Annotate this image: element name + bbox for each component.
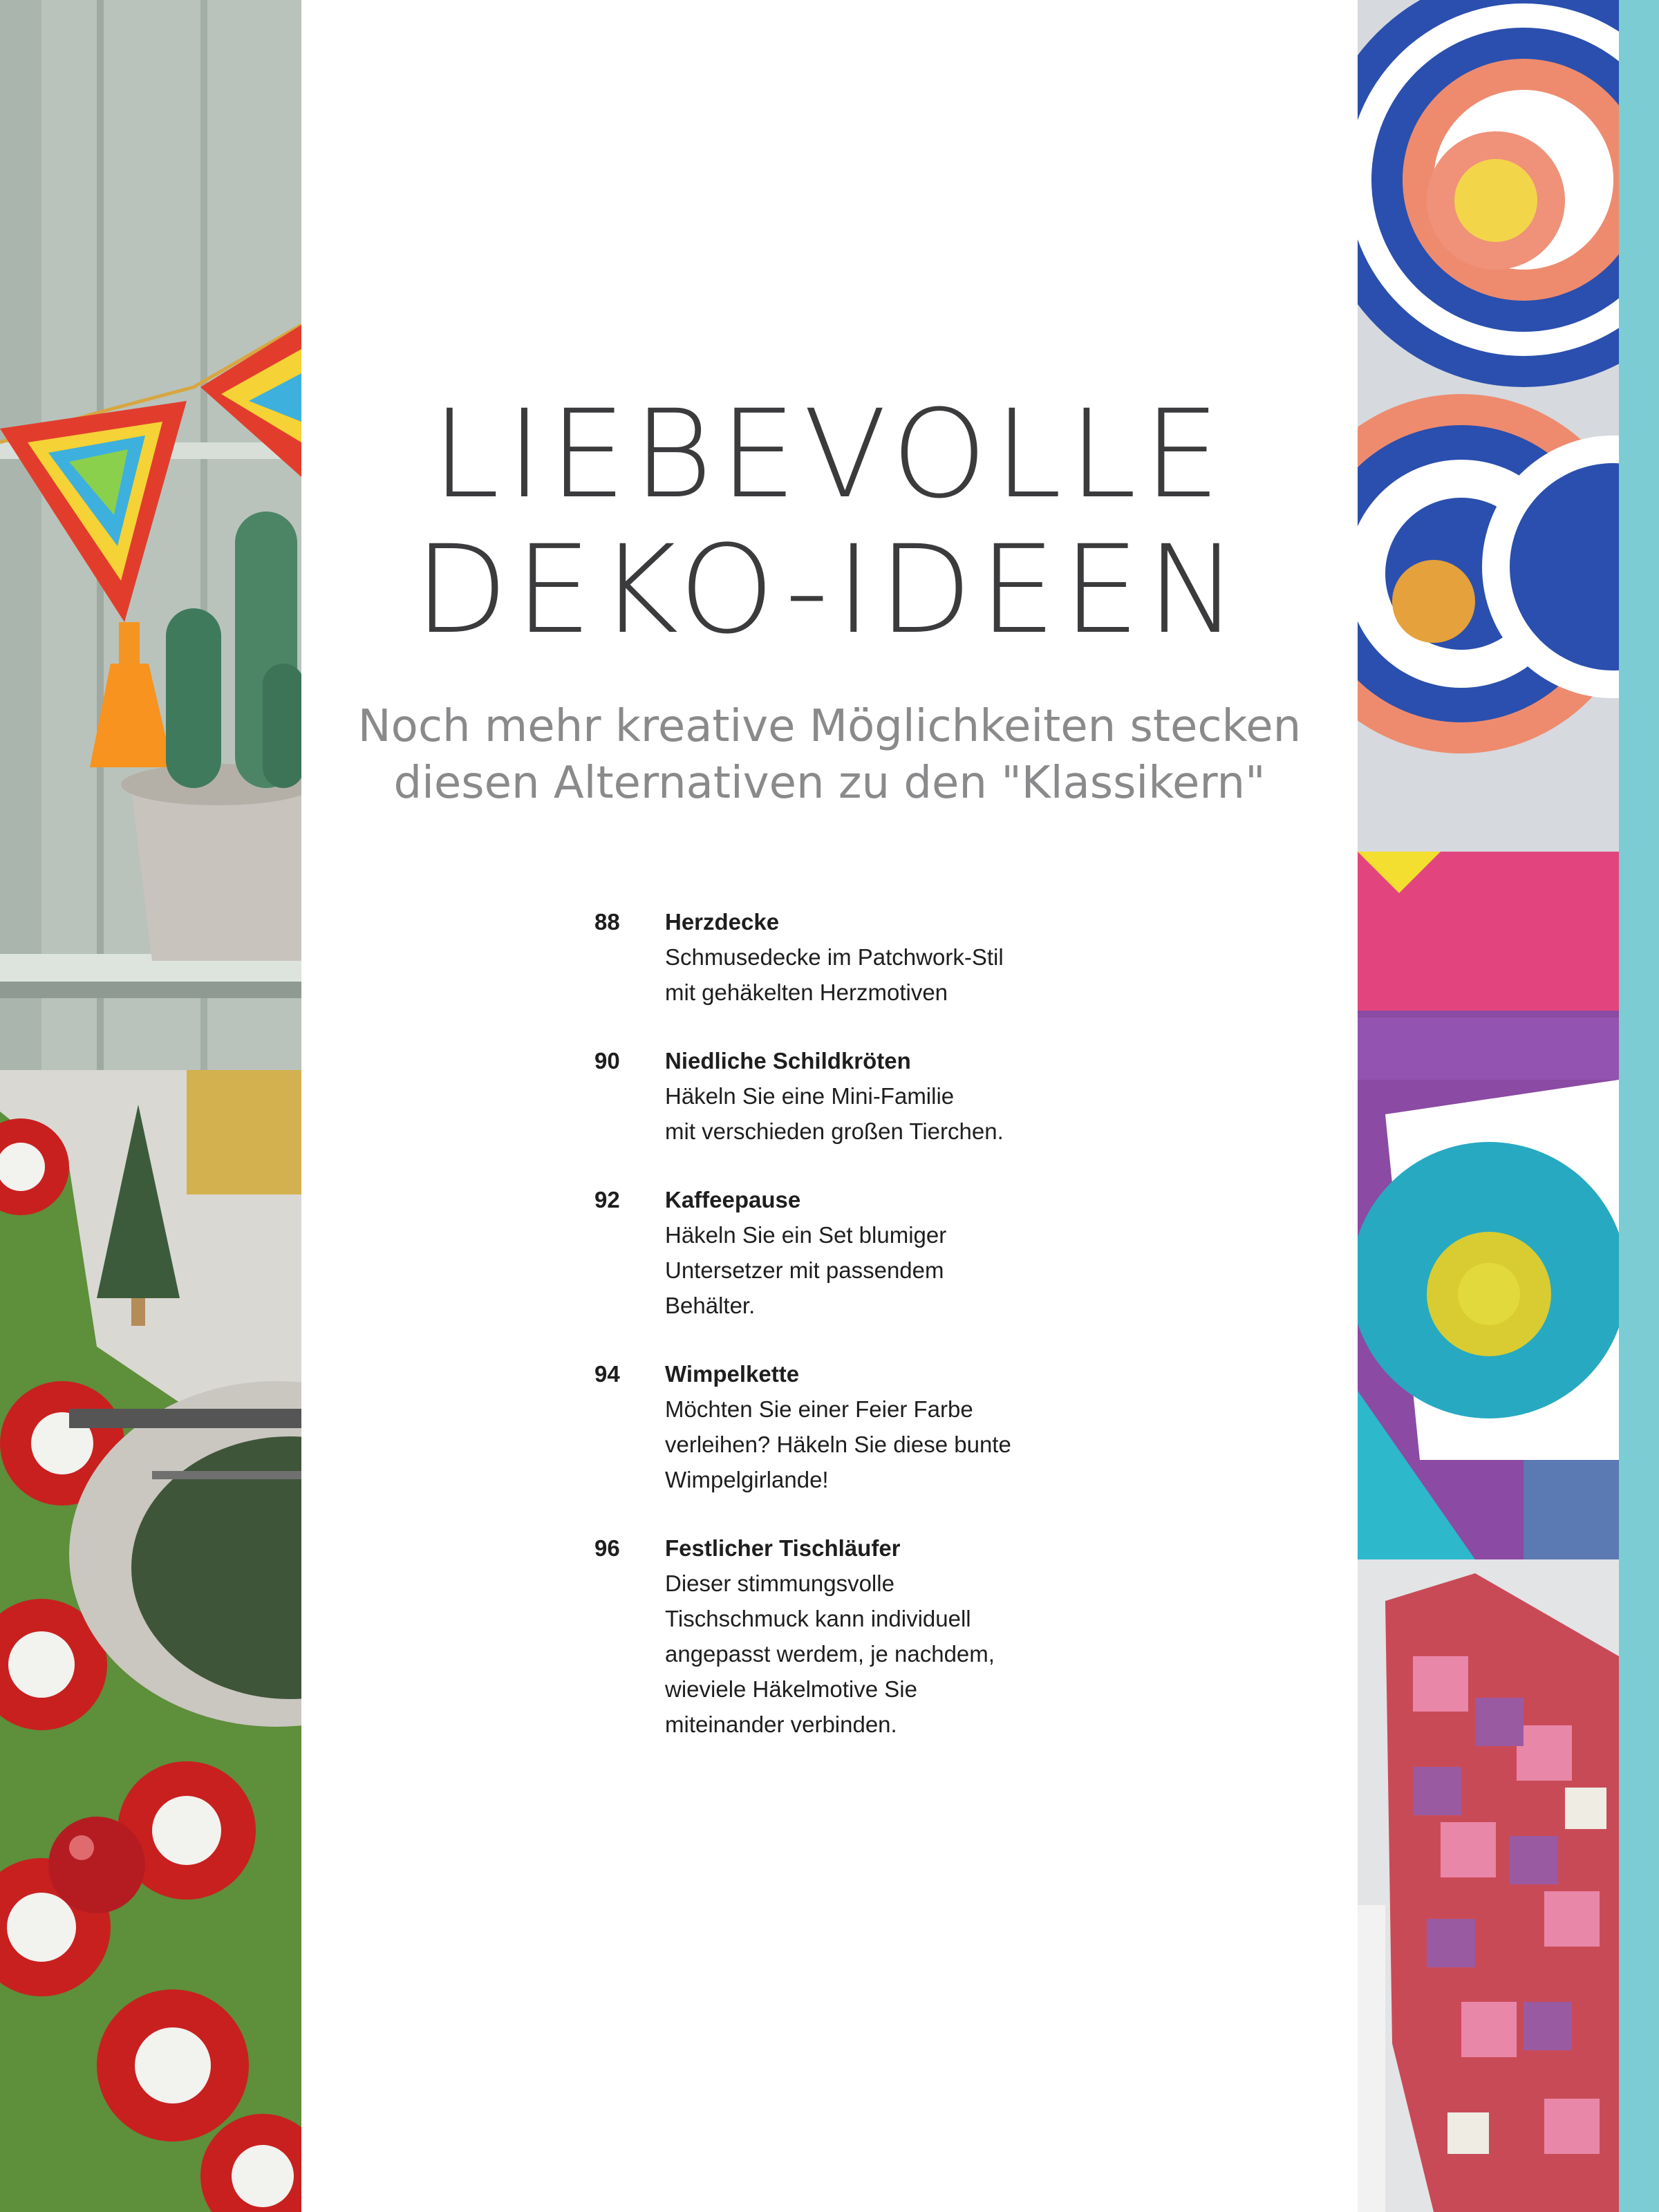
toc-entry-wimpelkette[interactable] — [594, 1356, 1189, 1497]
page-title-line: DEKO-IDEEN — [414, 519, 1245, 661]
coasters-photo — [1358, 0, 1619, 852]
toc-entry-title: Kaffeepause — [665, 1187, 801, 1212]
toc-entry-schildkroeten[interactable] — [594, 1043, 1189, 1149]
toc-entry-tischlaeufer[interactable] — [594, 1530, 1189, 1742]
toc-entry-description: Dieser stimmungsvolle Tischschmuck kann individuell angepasst werdem, je nachdem, wieviele Häkelmotive Sie miteinander verbinden. — [665, 1571, 995, 1737]
page-subtitle-line: diesen Alternativen zu den "Klassikern" — [393, 758, 1266, 809]
toc-entry-description: Möchten Sie einer Feier Farbe verleihen? Häkeln Sie diese bunte Wimpelgirlande! — [665, 1396, 1011, 1492]
bunting-cactus-photo — [0, 0, 301, 1070]
toc-entry-kaffeepause[interactable] — [594, 1182, 1189, 1323]
page-subtitle-line: Noch mehr kreative Möglichkeiten stecken — [357, 701, 1302, 752]
page-subtitle — [301, 698, 1358, 812]
toc-page-number: 96 — [594, 1535, 620, 1561]
toc-page-number: 92 — [594, 1187, 620, 1212]
granny-squares-photo — [1358, 852, 1619, 1559]
toc-entry-description: Häkeln Sie ein Set blumiger Untersetzer mit passendem Behälter. — [665, 1222, 947, 1318]
toc-entry-title: Niedliche Schildkröten — [665, 1048, 911, 1074]
toc-page-number: 88 — [594, 909, 620, 935]
heart-blanket-photo — [1358, 1559, 1619, 2212]
toc-page-number: 94 — [594, 1361, 620, 1387]
toc-entry-description: Schmusedecke im Patchwork-Stil mit gehäkelten Herzmotiven — [665, 944, 1004, 1005]
table-of-contents — [594, 904, 1189, 1775]
accent-stripe — [1619, 0, 1659, 2212]
toc-entry-title: Herzdecke — [665, 909, 780, 935]
page-title-line: LIEBEVOLLE — [431, 384, 1228, 525]
table-runner-photo — [0, 1070, 301, 2212]
toc-entry-title: Wimpelkette — [665, 1361, 800, 1387]
page-title — [301, 384, 1358, 661]
toc-page-number: 90 — [594, 1048, 620, 1074]
toc-entry-herzdecke[interactable] — [594, 904, 1189, 1010]
toc-entry-description: Häkeln Sie eine Mini-Familie mit verschieden großen Tierchen. — [665, 1083, 1004, 1144]
toc-entry-title: Festlicher Tischläufer — [665, 1535, 901, 1561]
